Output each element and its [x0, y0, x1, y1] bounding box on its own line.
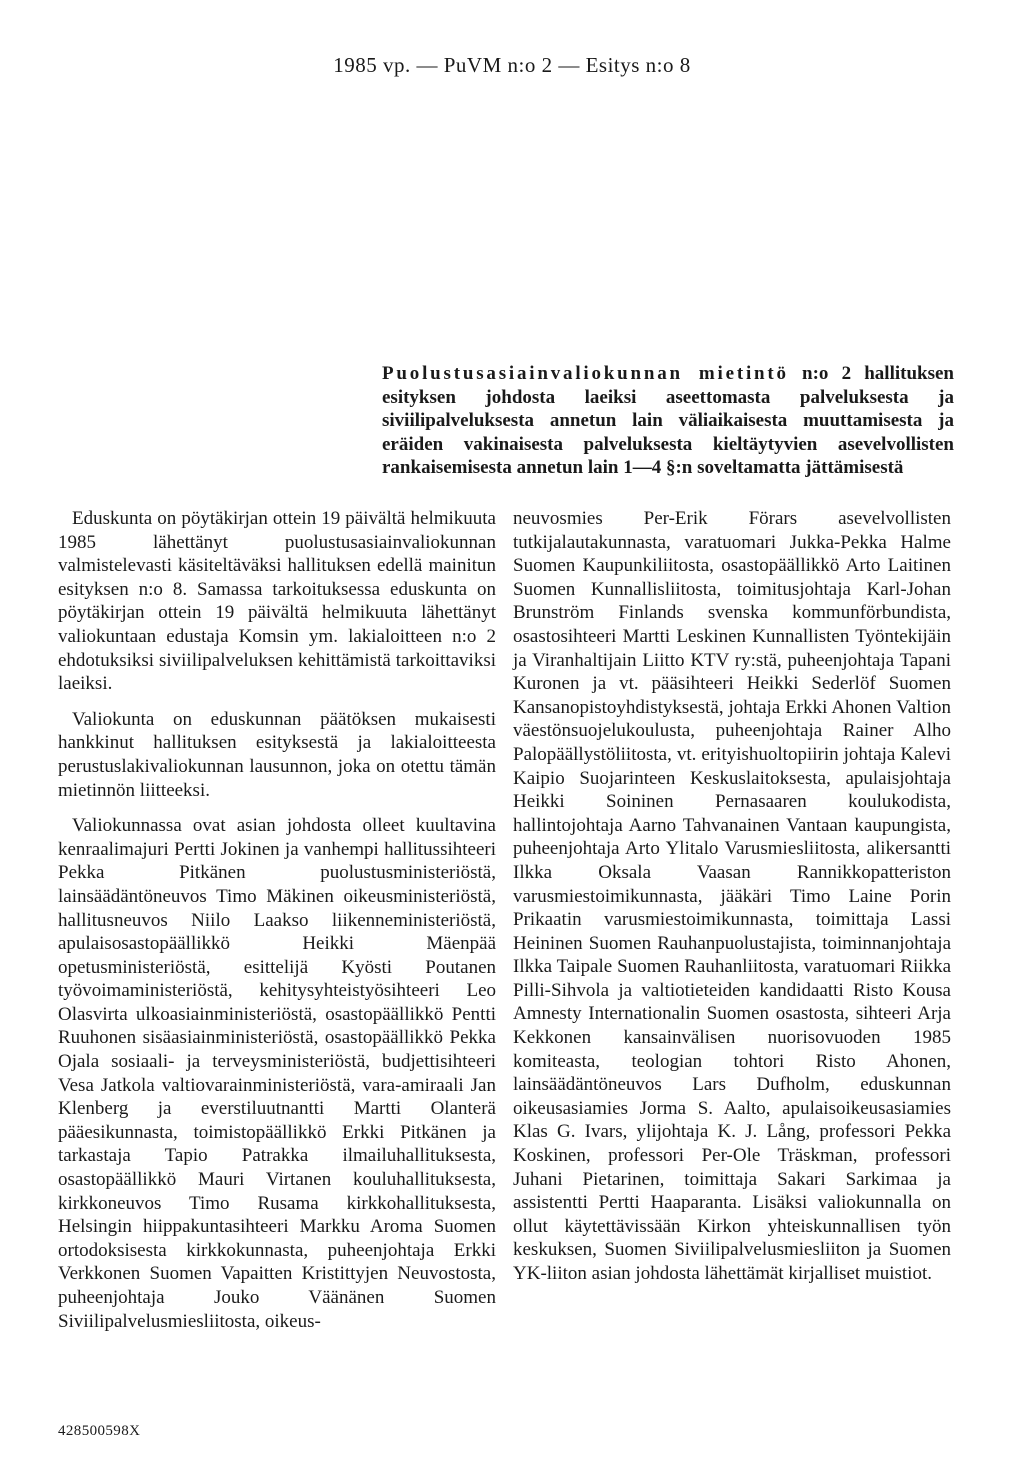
paragraph: neuvosmies Per-Erik Förars asevelvollisten tutkijalautakunnasta, varatuomari Jukka-Pekka Halme Suomen Kaupunkiliitosta, osastopäällikkö Arto Laitinen Suomen Kunnallisliitosta, toimitusjohtaja Karl-Johan Brunström Finlands svenska kommunförbundista, osastosihteeri Martti Leskinen Kunnallisten Työntekijäin ja Viranhaltijain Liitto KTV ry:stä, puheenjohtaja Tapani Kuronen ja vt. pääsihteeri Heikki Sederlöf Suomen Kansanopistoyhdistyksestä, johtaja Erkki Ahonen Valtion väestönsuojelukoulusta, puheenjohtaja Rainer Alho Palopäällystöliitosta, vt. erityishuoltopiirin johtaja Kalevi Kaipio Suojarinteen Keskuslaitoksesta, apulaisjohtaja Heikki Soininen Pernasaaren koulukodista, hallintojohtaja Aarno Tahvanainen Vantaan kaupungista, puheenjohtaja Arto Ylitalo Varusmiesliitosta, alikersantti Ilkka Oksala Vaasan Rannikkopatteriston varusmiestoimikunnasta, jääkäri Timo Laine Porin Prikaatin varusmiestoimikunnasta, toimittaja Lassi Heininen Suomen Rauhanpuolustajista, toiminnanjohtaja Ilkka Taipale Suomen Rauhanliitosta, varatuomari Riikka Pilli-Sihvola ja valtiotieteiden kandidaatti Risto Kousa Amnesty Internationalin Suomen osastosta, sihteeri Arja Kekkonen kansainvälisen nuorisovuoden 1985 komiteasta, teologian tohtori Risto Ahonen, lainsäädäntöneuvos Lars Dufholm, eduskunnan oikeusasiamies Jorma S. Aalto, apulaisoikeusasiamies Klas G. Ivars, ylijohtaja K. J. Lång, professori Pekka Koskinen, professori Per-Ole Träskman, professori Juhani Pietarinen, toimittaja Sakari Sarkimaa ja assistentti Pertti Haaparanta. Lisäksi valiokunnalla on ollut käytettävissään Kirkon yhteiskunnallisen työn keskuksen, Suomen Siviilipalvelusmiesliiton ja Suomen YK-liiton asian johdosta lähettämät kirjalliset muistiot. [513, 508, 951, 1284]
paragraph: Eduskunta on pöytäkirjan ottein 19 päivältä helmikuuta 1985 lähettänyt puolustusasiainvaliokunnan valmistelevasti käsiteltäväksi hallituksen edellä mainitun esityksen n:o 8. Samassa tarkoituksessa eduskunta on pöytäkirjan ottein 19 päivältä helmikuuta lähettänyt valiokuntaan edustaja Komsin ym. lakialoitteen n:o 2 ehdotuksiksi siviilipalveluksen kehittämistä tarkoittaviksi laeiksi. [58, 508, 496, 695]
left-column [58, 507, 496, 1345]
right-column [513, 507, 951, 1298]
report-title [382, 362, 954, 480]
paragraph: Valiokunnassa ovat asian johdosta olleet kuultavina kenraalimajuri Pertti Jokinen ja vanhempi hallitussihteeri Pekka Pitkänen puolustusministeriöstä, lainsäädäntöneuvos Timo Mäkinen oikeusministeriöstä, hallitusneuvos Niilo Laakso liikenneministeriöstä, apulaisosastopäällikkö Heikki Mäenpää opetusministeriöstä, esittelijä Kyösti Poutanen työvoimaministeriöstä, kehitysyhteistyösihteeri Leo Olasvirta ulkoasiainministeriöstä, osastopäällikkö Pentti Ruuhonen sisäasiainministeriöstä, osastopäällikkö Pekka Ojala sosiaali- ja terveysministeriöstä, budjettisihteeri Vesa Jatkola valtiovarainministeriöstä, vara-amiraali Jan Klenberg ja everstiluutnantti Martti Olanterä pääesikunnasta, toimistopäällikkö Erkki Pitkänen ja tarkastaja Tapio Patrakka ilmailuhallituksesta, osastopäällikkö Mauri Virtanen kouluhallituksesta, kirkkoneuvos Timo Rusama kirkkohallituksesta, Helsingin hiippakuntasihteeri Markku Aroma Suomen ortodoksisesta kirkkokunnasta, puheenjohtaja Erkki Verkkonen Suomen Vapaitten Kristittyjen Neuvostosta, puheenjohtaja Jouko Väänänen Suomen Siviilipalvelusmiesliitosta, oikeus- [58, 815, 496, 1332]
document-code: 428500598X [58, 1423, 141, 1439]
report-title-lead: Puolustusasiainvaliokunnan mietintö [382, 363, 789, 384]
report-title-rest: n:o 2 hallituksen esityksen johdosta laeiksi aseettomasta palveluksesta ja siviilipalveluksesta annetun lain väliaikaisesta muuttamisesta ja eräiden vakinaisesta palveluksesta kieltäytyvien asevelvollisten rankaisemisesta annetun lain 1—4 §:n soveltamatta jättämisestä [382, 363, 954, 478]
paragraph: Valiokunta on eduskunnan päätöksen mukaisesti hankkinut hallituksen esityksestä ja lakialoitteesta perustuslakivaliokunnan lausunnon, joka on otettu tämän mietinnön liitteeksi. [58, 708, 496, 801]
running-header: 1985 vp. — PuVM n:o 2 — Esitys n:o 8 [333, 53, 691, 77]
